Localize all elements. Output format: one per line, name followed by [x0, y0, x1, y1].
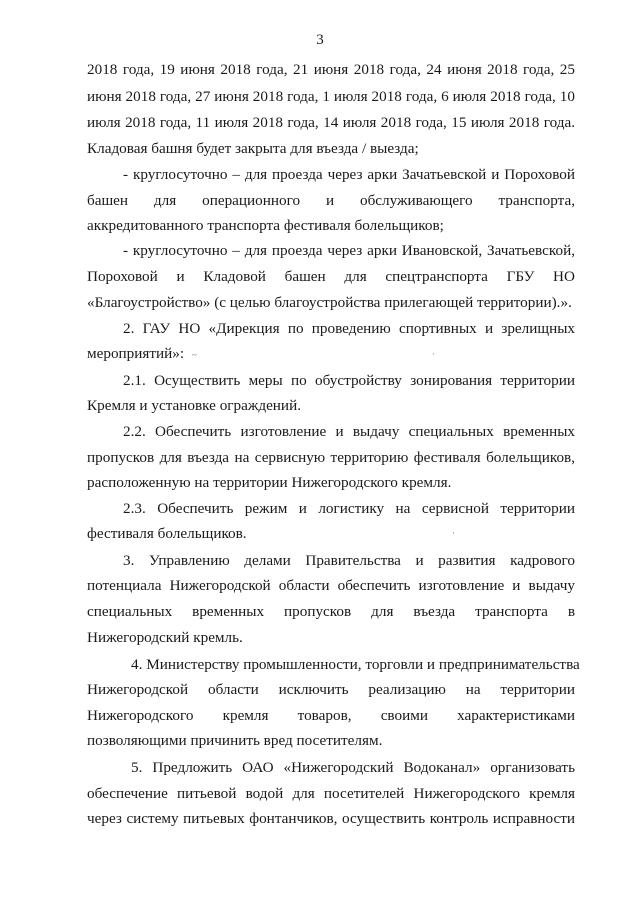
text-line: Нижегородской области исключить реализацию на территории — [87, 681, 575, 698]
text-line: Кремля и установке ограждений. — [87, 397, 301, 414]
text-line: - круглосуточно – для проезда через арки Ивановской, Зачатьевской, — [123, 242, 575, 259]
text-line: обеспечение питьевой водой для посетителей Нижегородского кремля — [87, 785, 575, 802]
text-line: башен для операционного и обслуживающего транспорта, — [87, 192, 575, 209]
text-line: 2.3. Обеспечить режим и логистику на сервисной территории — [123, 500, 575, 517]
text-line: 4. Министерству промышленности, торговли и предпринимательства — [131, 656, 580, 673]
text-line: расположенную на территории Нижегородского кремля. — [87, 474, 452, 491]
scan-speck: · — [432, 349, 435, 359]
text-line: Нижегородский кремль. — [87, 629, 243, 646]
text-line: июня 2018 года, 27 июня 2018 года, 1 июля 2018 года, 6 июля 2018 года, 10 — [87, 88, 575, 105]
text-line: Пороховой и Кладовой башен для спецтранспорта ГБУ НО — [87, 268, 575, 285]
text-line: 2.2. Обеспечить изготовление и выдачу специальных временных — [123, 423, 575, 440]
page-number: 3 — [316, 32, 324, 48]
text-line: фестиваля болельщиков. — [87, 525, 247, 542]
text-line: 5. Предложить ОАО «Нижегородский Водоканал» организовать — [131, 759, 575, 776]
text-line: июля 2018 года, 11 июля 2018 года, 14 июля 2018 года, 15 июля 2018 года. — [87, 114, 575, 131]
text-line: Нижегородского кремля товаров, своими характеристиками — [87, 707, 575, 724]
text-line: 2018 года, 19 июня 2018 года, 21 июня 2018 года, 24 июня 2018 года, 25 — [87, 61, 575, 78]
text-line: - круглосуточно – для проезда через арки Зачатьевской и Пороховой — [123, 166, 575, 183]
text-line: через систему питьевых фонтанчиков, осуществить контроль исправности — [87, 810, 575, 827]
text-line: 2. ГАУ НО «Дирекция по проведению спортивных и зрелищных — [123, 320, 575, 337]
text-line: пропусков для въезда на сервисную территорию фестиваля болельщиков, — [87, 449, 575, 466]
text-line: «Благоустройство» (с целью благоустройства прилегающей территории).». — [87, 294, 572, 311]
text-line: 2.1. Осуществить меры по обустройству зонирования территории — [123, 372, 575, 389]
scan-speck: · — [452, 528, 455, 538]
text-line: Кладовая башня будет закрыта для въезда / выезда; — [87, 140, 419, 157]
text-line: специальных временных пропусков для въезда транспорта в — [87, 603, 575, 620]
text-line: потенциала Нижегородской области обеспечить изготовление и выдачу — [87, 577, 575, 594]
text-line: позволяющими причинить вред посетителям. — [87, 732, 383, 749]
text-line: мероприятий»: — [87, 345, 185, 362]
scan-speck: ~ — [192, 350, 197, 360]
text-line: аккредитованного транспорта фестиваля болельщиков; — [87, 217, 444, 234]
text-line: 3. Управлению делами Правительства и развития кадрового — [123, 552, 575, 569]
